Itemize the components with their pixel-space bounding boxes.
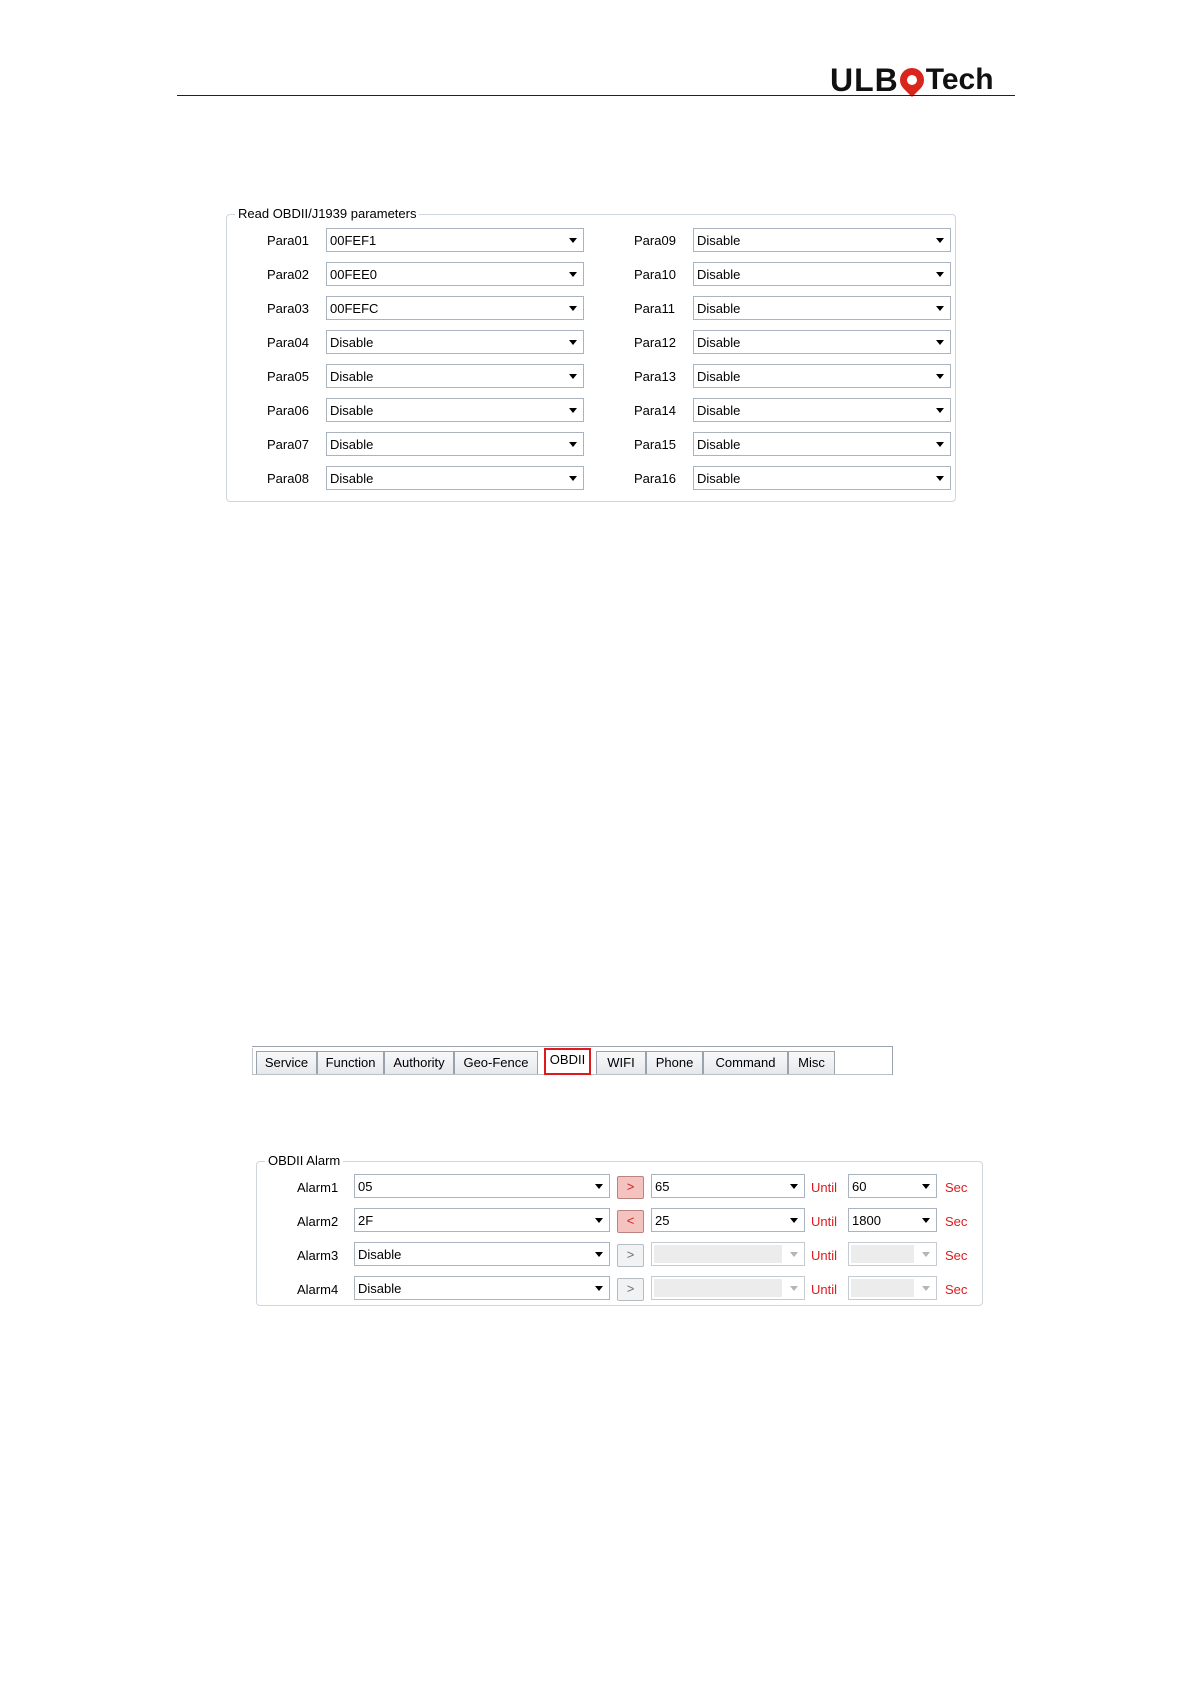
para-label: Para15 <box>634 437 676 452</box>
para-label: Para14 <box>634 403 676 418</box>
until-label: Until <box>811 1282 838 1297</box>
tab-label: Misc <box>798 1055 825 1070</box>
alarm-threshold-value: 25 <box>655 1213 670 1228</box>
tab-service[interactable] <box>256 1051 317 1074</box>
para-select[interactable] <box>326 330 584 354</box>
dropdown-arrow-icon <box>569 238 577 243</box>
obdii-alarm-groupbox <box>256 1153 983 1306</box>
dropdown-arrow-icon <box>936 408 944 413</box>
para-select-value: 00FEF1 <box>330 233 377 248</box>
alarm-operator-button[interactable]: > <box>617 1278 644 1301</box>
alarm-duration-select[interactable] <box>848 1242 937 1266</box>
alarm-pid-value: 2F <box>358 1213 374 1228</box>
para-label: Para07 <box>267 437 309 452</box>
para-label: Para02 <box>267 267 309 282</box>
para-select[interactable] <box>326 466 584 490</box>
para-select-value: Disable <box>697 403 741 418</box>
sec-label: Sec <box>945 1214 968 1229</box>
tab-label: WIFI <box>607 1055 635 1070</box>
tab-strip-left-edge <box>252 1048 253 1075</box>
dropdown-arrow-icon <box>922 1184 930 1189</box>
para-select[interactable] <box>693 330 951 354</box>
alarm-pid-value: Disable <box>358 1281 402 1296</box>
alarm-pid-value: 05 <box>358 1179 373 1194</box>
para-select[interactable] <box>693 432 951 456</box>
alarm-label: Alarm4 <box>297 1282 339 1297</box>
dropdown-arrow-icon <box>569 442 577 447</box>
tab-label: Command <box>715 1055 776 1070</box>
alarm-threshold-select[interactable] <box>651 1242 805 1266</box>
tab-label: Authority <box>393 1055 445 1070</box>
tab-label: Phone <box>655 1055 694 1070</box>
para-label: Para06 <box>267 403 309 418</box>
logo-o-marker-icon <box>895 63 929 97</box>
para-select-value: 00FEE0 <box>330 267 377 282</box>
alarm-pid-select[interactable] <box>354 1242 610 1266</box>
disabled-field <box>654 1245 782 1263</box>
dropdown-arrow-icon <box>936 442 944 447</box>
tab-phone[interactable] <box>646 1051 703 1074</box>
para-label: Para04 <box>267 335 309 350</box>
para-select-value: Disable <box>330 471 374 486</box>
dropdown-arrow-icon <box>936 374 944 379</box>
settings-tab-strip <box>252 1046 893 1075</box>
para-select[interactable] <box>693 296 951 320</box>
alarm-threshold-value: 65 <box>655 1179 670 1194</box>
dropdown-arrow-icon <box>595 1184 603 1189</box>
sec-label: Sec <box>945 1282 968 1297</box>
tab-wifi[interactable] <box>596 1051 646 1074</box>
para-select[interactable] <box>693 398 951 422</box>
para-select[interactable] <box>693 228 951 252</box>
until-label: Until <box>811 1214 838 1229</box>
para-select[interactable] <box>326 432 584 456</box>
alarm-duration-value: 60 <box>852 1179 867 1194</box>
tab-command[interactable] <box>703 1051 788 1074</box>
para-select[interactable] <box>326 364 584 388</box>
logo-prefix: ULB <box>830 61 899 98</box>
dropdown-arrow-icon <box>595 1218 603 1223</box>
tab-obdii[interactable] <box>544 1048 591 1075</box>
tab-label: Geo-Fence <box>463 1055 529 1070</box>
para-label: Para09 <box>634 233 676 248</box>
tab-label: OBDII <box>549 1052 586 1067</box>
disabled-field <box>851 1245 914 1263</box>
alarm-operator-button[interactable]: < <box>617 1210 644 1233</box>
tab-misc[interactable] <box>788 1051 835 1074</box>
dropdown-arrow-icon <box>790 1218 798 1223</box>
alarm-duration-value: 1800 <box>852 1213 881 1228</box>
tab-function[interactable] <box>317 1051 384 1074</box>
dropdown-arrow-icon <box>790 1252 798 1257</box>
para-select-value: Disable <box>330 335 374 350</box>
until-label: Until <box>811 1180 838 1195</box>
dropdown-arrow-icon <box>790 1286 798 1291</box>
dropdown-arrow-icon <box>936 476 944 481</box>
alarm-duration-select[interactable] <box>848 1276 937 1300</box>
dropdown-arrow-icon <box>922 1286 930 1291</box>
dropdown-arrow-icon <box>569 340 577 345</box>
alarm-label: Alarm2 <box>297 1214 339 1229</box>
until-label: Until <box>811 1248 838 1263</box>
para-select-value: 00FEFC <box>330 301 379 316</box>
para-select[interactable] <box>326 398 584 422</box>
alarm-pid-value: Disable <box>358 1247 402 1262</box>
para-label: Para13 <box>634 369 676 384</box>
dropdown-arrow-icon <box>790 1184 798 1189</box>
tab-authority[interactable] <box>384 1051 454 1074</box>
alarm-group-title: OBDII Alarm <box>265 1153 343 1168</box>
tab-geo-fence[interactable] <box>454 1051 538 1074</box>
para-label: Para16 <box>634 471 676 486</box>
para-select-value: Disable <box>697 301 741 316</box>
alarm-pid-select[interactable] <box>354 1276 610 1300</box>
para-select-value: Disable <box>697 233 741 248</box>
dropdown-arrow-icon <box>922 1252 930 1257</box>
para-select[interactable] <box>326 228 584 252</box>
dropdown-arrow-icon <box>936 238 944 243</box>
alarm-operator-button[interactable]: > <box>617 1176 644 1199</box>
tab-label: Function <box>325 1055 376 1070</box>
sec-label: Sec <box>945 1248 968 1263</box>
para-label: Para01 <box>267 233 309 248</box>
dropdown-arrow-icon <box>936 272 944 277</box>
para-label: Para03 <box>267 301 309 316</box>
para-select[interactable] <box>326 296 584 320</box>
alarm-label: Alarm3 <box>297 1248 339 1263</box>
dropdown-arrow-icon <box>922 1218 930 1223</box>
dropdown-arrow-icon <box>595 1252 603 1257</box>
para-select-value: Disable <box>697 437 741 452</box>
alarm-pid-select[interactable] <box>354 1208 610 1232</box>
disabled-field <box>654 1279 782 1297</box>
disabled-field <box>851 1279 914 1297</box>
params-groupbox <box>226 206 956 502</box>
alarm-label: Alarm1 <box>297 1180 339 1195</box>
dropdown-arrow-icon <box>936 340 944 345</box>
dropdown-arrow-icon <box>569 374 577 379</box>
para-label: Para11 <box>634 301 675 316</box>
dropdown-arrow-icon <box>595 1286 603 1291</box>
para-label: Para05 <box>267 369 309 384</box>
para-select-value: Disable <box>697 471 741 486</box>
para-select-value: Disable <box>330 437 374 452</box>
para-select-value: Disable <box>330 403 374 418</box>
logo-suffix: Tech <box>925 63 994 96</box>
para-select[interactable] <box>326 262 584 286</box>
alarm-operator-button[interactable]: > <box>617 1244 644 1267</box>
dropdown-arrow-icon <box>569 272 577 277</box>
para-label: Para08 <box>267 471 309 486</box>
dropdown-arrow-icon <box>569 306 577 311</box>
alarm-pid-select[interactable] <box>354 1174 610 1198</box>
para-select-value: Disable <box>330 369 374 384</box>
alarm-duration-select[interactable] <box>848 1208 937 1232</box>
dropdown-arrow-icon <box>569 476 577 481</box>
header-divider <box>177 95 1015 96</box>
sec-label: Sec <box>945 1180 968 1195</box>
para-select[interactable] <box>693 466 951 490</box>
params-group-title: Read OBDII/J1939 parameters <box>235 206 419 221</box>
alarm-threshold-select[interactable] <box>651 1174 805 1198</box>
para-select[interactable] <box>693 364 951 388</box>
para-select[interactable] <box>693 262 951 286</box>
para-label: Para12 <box>634 335 676 350</box>
para-label: Para10 <box>634 267 676 282</box>
alarm-threshold-select[interactable] <box>651 1276 805 1300</box>
ulbotech-logo <box>830 61 994 98</box>
tab-label: Service <box>264 1055 309 1070</box>
para-select-value: Disable <box>697 267 741 282</box>
dropdown-arrow-icon <box>936 306 944 311</box>
para-select-value: Disable <box>697 335 741 350</box>
para-select-value: Disable <box>697 369 741 384</box>
dropdown-arrow-icon <box>569 408 577 413</box>
alarm-duration-select[interactable] <box>848 1174 937 1198</box>
alarm-threshold-select[interactable] <box>651 1208 805 1232</box>
